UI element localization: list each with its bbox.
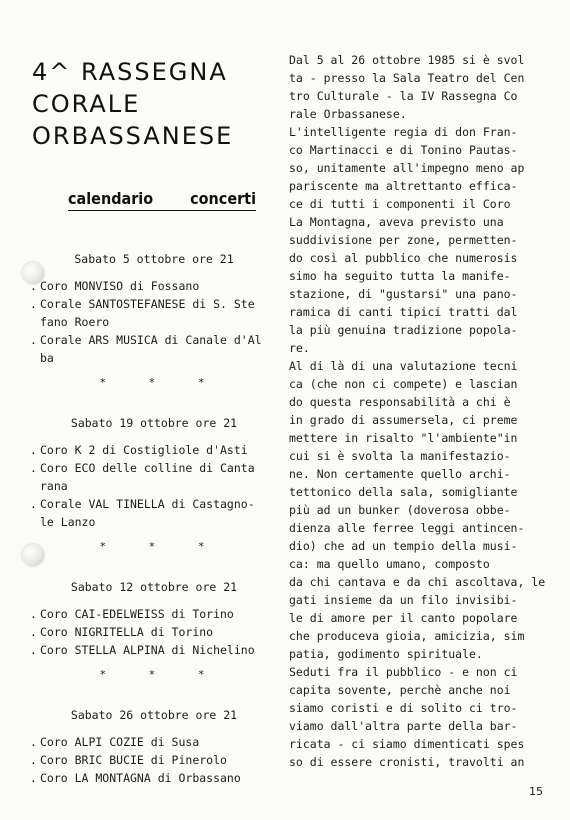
page-title — [32, 56, 277, 152]
article-line: do così al pubblico che numerosis — [289, 251, 518, 265]
choir-name: Coro CAI-EDELWEISS di Torino — [40, 607, 234, 621]
choir-name-cont: ba — [40, 351, 54, 365]
separator-stars: * * * — [99, 668, 223, 681]
article-line: ca (che non ci compete) e lascian — [289, 377, 518, 391]
choir-name-cont: le Lanzo — [40, 515, 96, 529]
article-line: patia, godimento spirituale. — [289, 647, 483, 661]
choir-item: . Coro LA MONTAGNA di Orbassano — [30, 769, 278, 787]
article-line: viamo dall'altra parte della bar- — [289, 719, 518, 733]
choir-item: . Coro NIGRITELLA di Torino — [30, 623, 278, 641]
event — [30, 414, 278, 556]
article-line: La Montagna, aveva previsto una — [289, 215, 504, 229]
choir-item-cont — [30, 477, 278, 495]
article-line: ta - presso la Sala Teatro del Cen — [289, 71, 525, 85]
article-line: le di amore per il canto popolare — [289, 611, 518, 625]
article-line: più ad un bunker (doverosa obbe- — [289, 503, 511, 517]
article-line: ne. Non certamente quello archi- — [289, 467, 511, 481]
article-line: tettonico della sala, somigliante — [289, 485, 518, 499]
article-line: siamo coristi e di solito ci tro- — [289, 701, 518, 715]
article-line: L'intelligente regia di don Fran- — [289, 125, 518, 139]
article-line: ce di tutti i componenti il Coro — [289, 197, 511, 211]
choir-item: . Coro ALPI COZIE di Susa — [30, 733, 278, 751]
event-date: Sabato 26 ottobre ore 21 — [70, 708, 238, 722]
event-date: Sabato 5 ottobre ore 21 — [74, 252, 234, 266]
article-line: Seduti fra il pubblico - e non ci — [289, 665, 518, 679]
article-line: rale Orbassanese. — [289, 107, 407, 121]
article-line: stazione, di "gustarsi" una pano- — [289, 287, 518, 301]
choir-item: . Corale VAL TINELLA di Castagno- — [30, 495, 278, 513]
event — [30, 578, 278, 684]
article-body — [289, 51, 546, 771]
choir-item: . Coro BRIC BUCIE di Pinerolo — [30, 751, 278, 769]
choir-name: Coro K 2 di Costigliole d'Asti — [40, 443, 248, 457]
choir-name: Corale VAL TINELLA di Castagno- — [40, 497, 255, 511]
title-line: 4^ RASSEGNA — [32, 58, 228, 86]
article-line: da chi cantava e da chi ascoltava, le — [289, 575, 546, 589]
concert-calendar — [30, 250, 278, 787]
article-line: simo ha seguito tutta la manife- — [289, 269, 511, 283]
choir-name-cont: rana — [40, 479, 68, 493]
choir-name: Corale ARS MUSICA di Canale d'Al — [40, 333, 262, 347]
event-date: Sabato 12 ottobre ore 21 — [70, 580, 238, 594]
choir-item-cont — [30, 349, 278, 367]
heading-word: concerti — [190, 189, 256, 208]
separator-stars: * * * — [99, 376, 223, 389]
choir-name: Coro LA MONTAGNA di Orbassano — [40, 771, 241, 785]
article-line: re. — [289, 341, 310, 355]
choir-name: Coro MONVISO di Fossano — [40, 279, 200, 293]
article-line: Al di là di una valutazione tecni — [289, 359, 518, 373]
article-line: ricata - ci siamo dimenticati spes — [289, 737, 525, 751]
choir-item: . Corale ARS MUSICA di Canale d'Al — [30, 331, 278, 349]
choir-name: Coro NIGRITELLA di Torino — [40, 625, 214, 639]
choir-name: Coro ECO delle colline di Canta — [40, 461, 255, 475]
event-date: Sabato 19 ottobre ore 21 — [70, 416, 238, 430]
article-line: so di essere cronisti, travolti an — [289, 755, 525, 769]
article-line: so, unitamente all'impegno meno ap — [289, 161, 525, 175]
article-line: tro Culturale - la IV Rassegna Co — [289, 89, 518, 103]
article-line: do questa responsabilità a chi è — [289, 395, 511, 409]
page-number: 15 — [529, 785, 543, 798]
article-line: capita sovente, perchè anche noi — [289, 683, 511, 697]
article-line: Dal 5 al 26 ottobre 1985 si è svol — [289, 53, 525, 67]
choir-item: . Coro CAI-EDELWEISS di Torino — [30, 605, 278, 623]
article-line: cui si è svolta la manifestazio- — [289, 449, 511, 463]
article-line: che produceva gioia, amicizia, sim — [289, 629, 525, 643]
choir-item: . Coro K 2 di Costigliole d'Asti — [30, 441, 278, 459]
article-line: dio) che ad un tempio della musi- — [289, 539, 518, 553]
heading-word: calendario — [68, 189, 154, 208]
choir-item: . Coro ECO delle colline di Canta — [30, 459, 278, 477]
article-line: ramica di canti tipici tratti dal — [289, 305, 518, 319]
title-line: CORALE — [32, 90, 141, 118]
choir-item-cont — [30, 313, 278, 331]
event — [30, 706, 278, 787]
section-heading — [68, 189, 256, 211]
article-line: in grado di assumersela, ci preme — [289, 413, 518, 427]
article-line: mettere in risalto "l'ambiente"in — [289, 431, 518, 445]
title-line: ORBASSANESE — [32, 122, 234, 150]
article-line: co Martinacci e di Tonino Pautas- — [289, 143, 518, 157]
choir-name-cont: fano Roero — [40, 315, 110, 329]
separator-stars: * * * — [99, 540, 223, 553]
choir-name: Coro BRIC BUCIE di Pinerolo — [40, 753, 227, 767]
choir-item: . Coro MONVISO di Fossano — [30, 277, 278, 295]
article-line: dienza alle ferree leggi antincen- — [289, 521, 525, 535]
article-line: pariscente ma altrettanto effica- — [289, 179, 518, 193]
choir-item: . Coro STELLA ALPINA di Nichelino — [30, 641, 278, 659]
choir-item: . Corale SANTOSTEFANESE di S. Ste — [30, 295, 278, 313]
choir-item-cont — [30, 513, 278, 531]
choir-name: Coro ALPI COZIE di Susa — [40, 735, 200, 749]
article-line: gati insieme da un filo invisibi- — [289, 593, 518, 607]
choir-name: Coro STELLA ALPINA di Nichelino — [40, 643, 255, 657]
event — [30, 250, 278, 392]
article-line: suddivisione per zone, permetten- — [289, 233, 518, 247]
choir-name: Corale SANTOSTEFANESE di S. Ste — [40, 297, 255, 311]
article-line: la più genuina tradizione popola- — [289, 323, 518, 337]
article-line: ca: ma quello umano, composto — [289, 557, 490, 571]
